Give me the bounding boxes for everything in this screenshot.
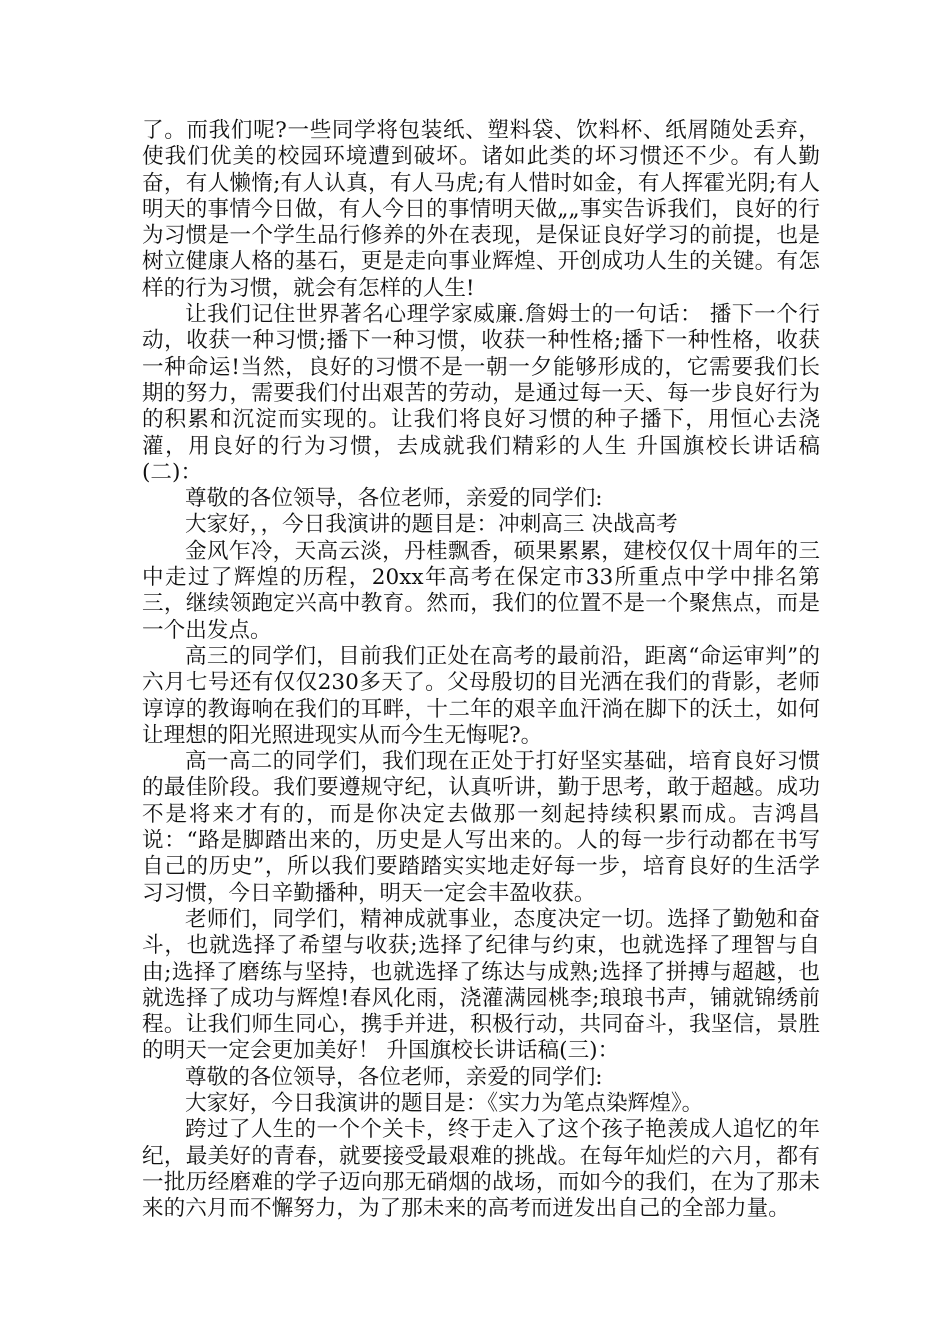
paragraph-6: 高三的同学们，目前我们正处在高考的最前沿，距离“命运审判”的六月七号还有仅仅230多天了。父母殷切的目光洒在我们的背影，老师谆谆的教诲响在我们的耳畔，十二年的艰辛血汗淌在脚下的沃土，如何让理想的阳光照进现实从而今生无悔呢?。 xyxy=(142,643,820,748)
paragraph-8: 老师们，同学们，精神成就事业，态度决定一切。选择了勤勉和奋斗，也就选择了希望与收获;选择了纪律与约束，也就选择了理智与自由;选择了磨练与坚持，也就选择了练达与成熟;选择了拼搏与超越，也就选择了成功与辉煌!春风化雨，浇灌满园桃李;琅琅书声，铺就锦绣前程。让我们师生同心，携手并进，积极行动，共同奋斗，我坚信，景胜的明天一定会更加美好！ 升国旗校长讲话稿(三)： xyxy=(142,906,820,1064)
paragraph-11: 跨过了人生的一个个关卡，终于走入了这个孩子艳羡成人追忆的年纪，最美好的青春，就要接受最艰难的挑战。在每年灿烂的六月，都有一批历经磨难的学子迈向那无硝烟的战场，而如今的我们，在为了那未来的六月而不懈努力，为了那未来的高考而迸发出自己的全部力量。 xyxy=(142,1117,820,1222)
paragraph-1: 了。而我们呢?一些同学将包装纸、塑料袋、饮料杯、纸屑随处丢弃，使我们优美的校园环境遭到破坏。诸如此类的坏习惯还不少。有人勤奋，有人懒惰;有人认真，有人马虎;有人惜时如金，有人挥霍光阴;有人明天的事情今日做，有人今日的事情明天做„„事实告诉我们，良好的行为习惯是一个学生品行修养的外在表现，是保证良好学习的前提，也是树立健康人格的基石，更是走向事业辉煌、开创成功人生的关键。有怎样的行为习惯，就会有怎样的人生! xyxy=(142,118,820,301)
paragraph-7: 高一高二的同学们，我们现在正处于打好坚实基础，培育良好习惯的最佳阶段。我们要遵规守纪，认真听讲，勤于思考，敢于超越。成功不是将来才有的，而是你决定去做那一刻起持续积累而成。吉鸿昌说：“路是脚踏出来的，历史是人写出来的。人的每一步行动都在书写自己的历史”，所以我们要踏踏实实地走好每一步，培育良好的生活学习习惯，今日辛勤播种，明天一定会丰盈收获。 xyxy=(142,749,820,906)
paragraph-2: 让我们记住世界著名心理学家威廉.詹姆士的一句话： 播下一个行动，收获一种习惯;播下一种习惯，收获一种性格;播下一种性格，收获一种命运!当然，良好的习惯不是一朝一夕能够形成的，它需要我们长期的努力，需要我们付出艰苦的劳动，是通过每一天、每一步良好行为的积累和沉淀而实现的。让我们将良好习惯的种子播下，用恒心去浇灌，用良好的行为习惯，去成就我们精彩的人生 升国旗校长讲话稿(二)： xyxy=(142,302,820,485)
document-page xyxy=(142,118,820,1222)
paragraph-5: 金风乍冷，天高云淡，丹桂飘香，硕果累累，建校仅仅十周年的三中走过了辉煌的历程，20xx年高考在保定市33所重点中学中排名第三，继续领跑定兴高中教育。然而，我们的位置不是一个聚焦点，而是一个出发点。 xyxy=(142,538,820,643)
paragraph-9: 尊敬的各位领导，各位老师，亲爱的同学们: xyxy=(185,1064,603,1090)
paragraph-3: 尊敬的各位领导，各位老师，亲爱的同学们: xyxy=(185,486,603,512)
paragraph-4: 大家好，，今日我演讲的题目是：冲刺高三 决战高考 xyxy=(185,512,678,538)
paragraph-10: 大家好，今日我演讲的题目是：《实力为笔点染辉煌》。 xyxy=(185,1090,704,1116)
